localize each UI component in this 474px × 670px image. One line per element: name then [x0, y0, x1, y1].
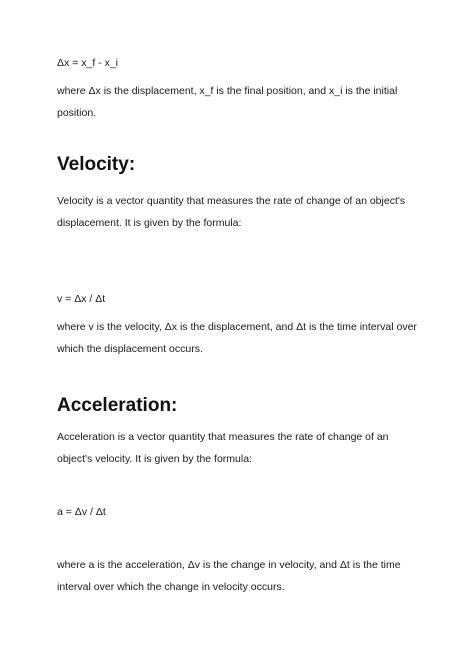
acceleration-explanation: where a is the acceleration, Δv is the change in velocity, and Δt is the time interval over which the change in velocity occurs.: [57, 559, 401, 593]
displacement-formula: Δx = x_f - x_i: [57, 57, 118, 69]
acceleration-definition: Acceleration is a vector quantity that measures the rate of change of an object's velocity. It is given by the formula:: [57, 431, 389, 465]
acceleration-formula: a = Δv / Δt: [57, 506, 106, 518]
velocity-formula: v = Δx / Δt: [57, 293, 106, 305]
velocity-definition: Velocity is a vector quantity that measures the rate of change of an object's displacement. It is given by the formula:: [57, 195, 406, 229]
displacement-explanation: where Δx is the displacement, x_f is the final position, and x_i is the initial position.: [57, 85, 398, 119]
acceleration-heading: Acceleration:: [57, 395, 178, 416]
velocity-explanation: where v is the velocity, Δx is the displacement, and Δt is the time interval over which the displacement occurs.: [57, 321, 417, 355]
velocity-heading: Velocity:: [57, 154, 136, 175]
